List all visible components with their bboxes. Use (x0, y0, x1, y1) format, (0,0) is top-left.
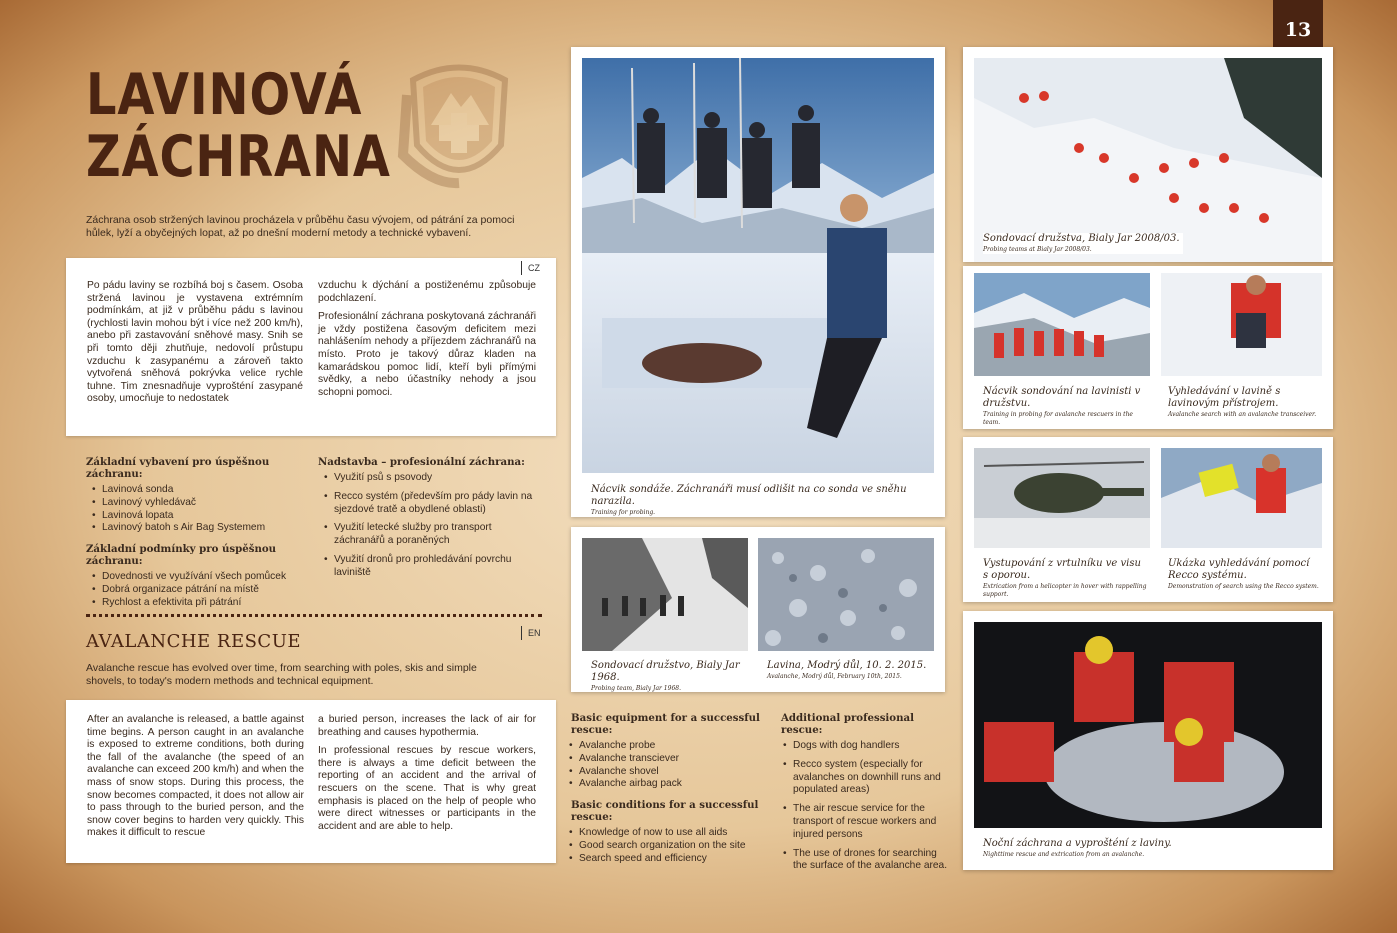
page-title: LAVINOVÁ ZÁCHRANA (86, 62, 391, 190)
recco-caption-en: Demonstration of search using the Recco system. (1168, 583, 1319, 590)
en-professional-heading: Additional professional rescue: (781, 712, 914, 736)
recco-photo (1161, 448, 1322, 548)
mountain-rescue-logo (393, 55, 525, 190)
training-caption-cz: Nácvik sondování na lavinisti v družstvu. (983, 386, 1141, 409)
transceiver-image (1161, 273, 1322, 376)
cz-lists-left (86, 456, 306, 618)
training-image (974, 273, 1150, 376)
night-rescue-image (974, 622, 1322, 828)
training-frame (963, 266, 1333, 429)
training-caption (983, 386, 1148, 427)
cz-lists-right (318, 456, 533, 588)
list-item: • Avalanche transciever (571, 753, 771, 766)
en-body-card (66, 700, 556, 863)
cz-body-col2-para2: Profesionální záchrana poskytovaná záchranáři je vždy postižena časovým deficitem mezi nahlášením nehody a příjezdem záchranářů na místo. Proto je takový důraz kladen na kamarádskou pomoc lidí, kteří byli přímými svědky, a nebo účastníky nehody a jsou schopni pomoci. (318, 311, 536, 398)
night-rescue-caption-en: Nighttime rescue and extrication from an avalanche. (983, 851, 1145, 858)
cz-professional-heading: Nadstavba – profesionální záchrana: (318, 456, 525, 468)
bw-photo-1-caption-en: Probing team, Bialy Jar 1968. (591, 685, 681, 692)
list-item: • Dogs with dog handlers (785, 740, 951, 753)
list-item: • Rychlost a efektivita při pátrání (94, 597, 306, 610)
bw-photo-1-caption-cz: Sondovací družstvo, Bialy Jar 1968. (591, 660, 740, 683)
list-item: • Search speed and efficiency (571, 853, 771, 866)
cz-basic-equipment-heading: Základní vybavení pro úspěšnou záchranu: (86, 456, 270, 480)
helicopter-caption-cz: Vystupování z vrtulníku ve visu s oporou. (983, 558, 1141, 581)
recco-image (1161, 448, 1322, 548)
list-item: • The use of drones for searching the surface of the avalanche area. (785, 848, 951, 874)
night-rescue-frame (963, 611, 1333, 870)
bw-photo-2-image (758, 538, 934, 651)
list-item: • Lavinová sonda (94, 484, 306, 497)
list-item: • Lavinová lopata (94, 510, 306, 523)
intro-en: Avalanche rescue has evolved over time, from searching with poles, skis and simple shovels, to today's modern methods and technical equipment. (86, 662, 477, 687)
list-item: • Využití dronů pro prohledávání povrchu laviniště (326, 554, 533, 580)
helicopter-caption (983, 558, 1148, 599)
list-item: • Avalanche probe (571, 740, 771, 753)
helicopter-image (974, 448, 1150, 548)
main-photo-frame (571, 47, 945, 517)
list-item: • Avalanche shovel (571, 766, 771, 779)
en-basic-equipment-list (571, 740, 771, 791)
list-item: • Lavinový batoh s Air Bag Systemem (94, 522, 306, 535)
transceiver-photo (1161, 273, 1322, 376)
cz-professional-list (318, 472, 533, 580)
bw-photo-2-caption-en: Avalanche, Modrý důl, February 10th, 2015. (767, 673, 902, 680)
probing-teams-image (974, 58, 1322, 262)
list-item: • Využití letecké služby pro transport záchranářů a poraněných (326, 522, 533, 548)
probing-teams-caption (983, 233, 1183, 254)
helicopter-photo (974, 448, 1150, 548)
list-item: • Recco system (especially for avalanches on downhill runs and populated areas) (785, 759, 951, 797)
page-number: 13 (1273, 0, 1323, 60)
bw-photos-frame (571, 527, 945, 692)
transceiver-caption-en: Avalanche search with an avalanche transceiver. (1168, 411, 1317, 418)
section-divider (86, 614, 542, 617)
list-item: • Dovednosti ve využívání všech pomůcek (94, 571, 306, 584)
bw-photo-1-caption (591, 660, 751, 693)
en-body-col2-para2: In professional rescues by rescue workers, there is always a time deficit between the reporting of an accident and the arrival of rescuers on the scene. That is why great emphasis is placed on the help of people who were direct witnesses or participants in the accident and are able to help. (318, 745, 536, 832)
en-lists-left (571, 712, 771, 874)
bw-photo-1-image (582, 538, 748, 651)
en-lists-right (781, 712, 951, 881)
en-basic-conditions-list (571, 827, 771, 865)
en-professional-list (781, 740, 951, 873)
bw-photo-2-caption (767, 660, 937, 681)
en-body-col2 (318, 714, 536, 839)
list-item: • The air rescue service for the transport of rescue workers and injured persons (785, 803, 951, 841)
night-rescue-photo (974, 622, 1322, 828)
list-item: • Lavinový vyhledávač (94, 497, 306, 510)
bw-photo-2-caption-cz: Lavina, Modrý důl, 10. 2. 2015. (767, 660, 927, 671)
cz-body-col2 (318, 280, 536, 405)
intro-cz: Záchrana osob stržených lavinou procházela v průběhu času vývojem, od pátrání za pomoci hůlek, lyží a obyčejných lopat, až po dnešní moderní metody a technické vybavení. (86, 214, 515, 239)
night-rescue-caption-cz: Noční záchrana a vyprošténí z laviny. (983, 838, 1172, 849)
lang-label-en: EN (521, 626, 541, 640)
list-item: • Využití psů s psovody (326, 472, 533, 485)
cz-basic-conditions-list (86, 571, 306, 609)
probing-teams-caption-cz: Sondovací družstva, Bialy Jar 2008/03. (983, 233, 1180, 244)
main-photo-caption (591, 484, 931, 517)
cz-basic-equipment-list (86, 484, 306, 535)
list-item: • Knowledge of now to use all aids (571, 827, 771, 840)
en-heading: AVALANCHE RESCUE (86, 631, 302, 652)
main-photo-caption-cz: Nácvik sondáže. Záchranáři musí odlišit na co sonda ve sněhu narazila. (591, 484, 907, 507)
night-rescue-caption (983, 838, 1323, 859)
main-photo-image (582, 58, 934, 473)
en-body-col1: After an avalanche is released, a battle against time begins. A person caught in an avalanche is exposed to extreme conditions, both during the fall of the avalanche (the speed of an avalanche can exceed 200 km/h) and when the mass of snow stops. During this process, the snow becomes compacted, it does not allow air to pass through to the buried person, and the snow cover begins to harden very quickly. This makes it difficult to rescue (87, 714, 304, 839)
recco-caption-cz: Ukázka vyhledávání pomocí Recco systému. (1168, 558, 1310, 581)
list-item: • Dobrá organizace pátrání na místě (94, 584, 306, 597)
transceiver-caption (1168, 386, 1328, 419)
lang-label-cz: CZ (521, 261, 540, 275)
cz-body-col1: Po pádu laviny se rozbíhá boj s časem. Osoba stržená lavinou je vystavena extrémním podmínkám, at již v průběhu pádu s lavinou (rychlosti lavin mohou být i více než 200 km/h), anebo při zastavování sněhové masy. Snih se při tomto ději zhutňuje, nedovolí průstupu vzduchu k zasypanému a zároveň takto vytvořená sněhová pokrývka velice rychle tuhne. Tim znesnadňuje vyprošténí zasypané osoby, umocňuje to nedostatek (87, 280, 303, 405)
training-caption-en: Training in probing for avalanche rescuers in the team. (983, 411, 1133, 426)
main-photo-caption-en: Training for probing. (591, 509, 656, 516)
training-photo (974, 273, 1150, 376)
list-item: • Recco systém (především pro pády lavin na sjezdové tratě a obydlené oblasti) (326, 491, 533, 517)
list-item: • Avalanche airbag pack (571, 778, 771, 791)
helicopter-frame (963, 437, 1333, 602)
cz-body-col2-para1: vzduchu k dýchání a postiženému způsobuje podchlazení. (318, 280, 536, 304)
cz-basic-conditions-heading: Základní podmínky pro úspěšnou záchranu: (86, 543, 277, 568)
en-basic-conditions-heading: Basic conditions for a successful rescue: (571, 799, 759, 824)
main-photo (582, 58, 934, 473)
bw-photo-1 (582, 538, 748, 651)
en-body-col2-para1: a buried person, increases the lack of air for breathing and causes hypothermia. (318, 714, 536, 738)
helicopter-caption-en: Extrication from a helicopter in hover with rappelling support. (983, 583, 1147, 598)
en-basic-equipment-heading: Basic equipment for a successful rescue: (571, 712, 760, 736)
probing-teams-caption-en: Probing teams at Bialy Jar 2008/03. (983, 246, 1092, 253)
cz-body-card (66, 258, 556, 436)
transceiver-caption-cz: Vyhledávání v lavině s lavinovým přístrojem. (1168, 386, 1281, 409)
recco-caption (1168, 558, 1328, 591)
probing-teams-frame (963, 47, 1333, 262)
bw-photo-2 (758, 538, 934, 651)
list-item: • Good search organization on the site (571, 840, 771, 853)
